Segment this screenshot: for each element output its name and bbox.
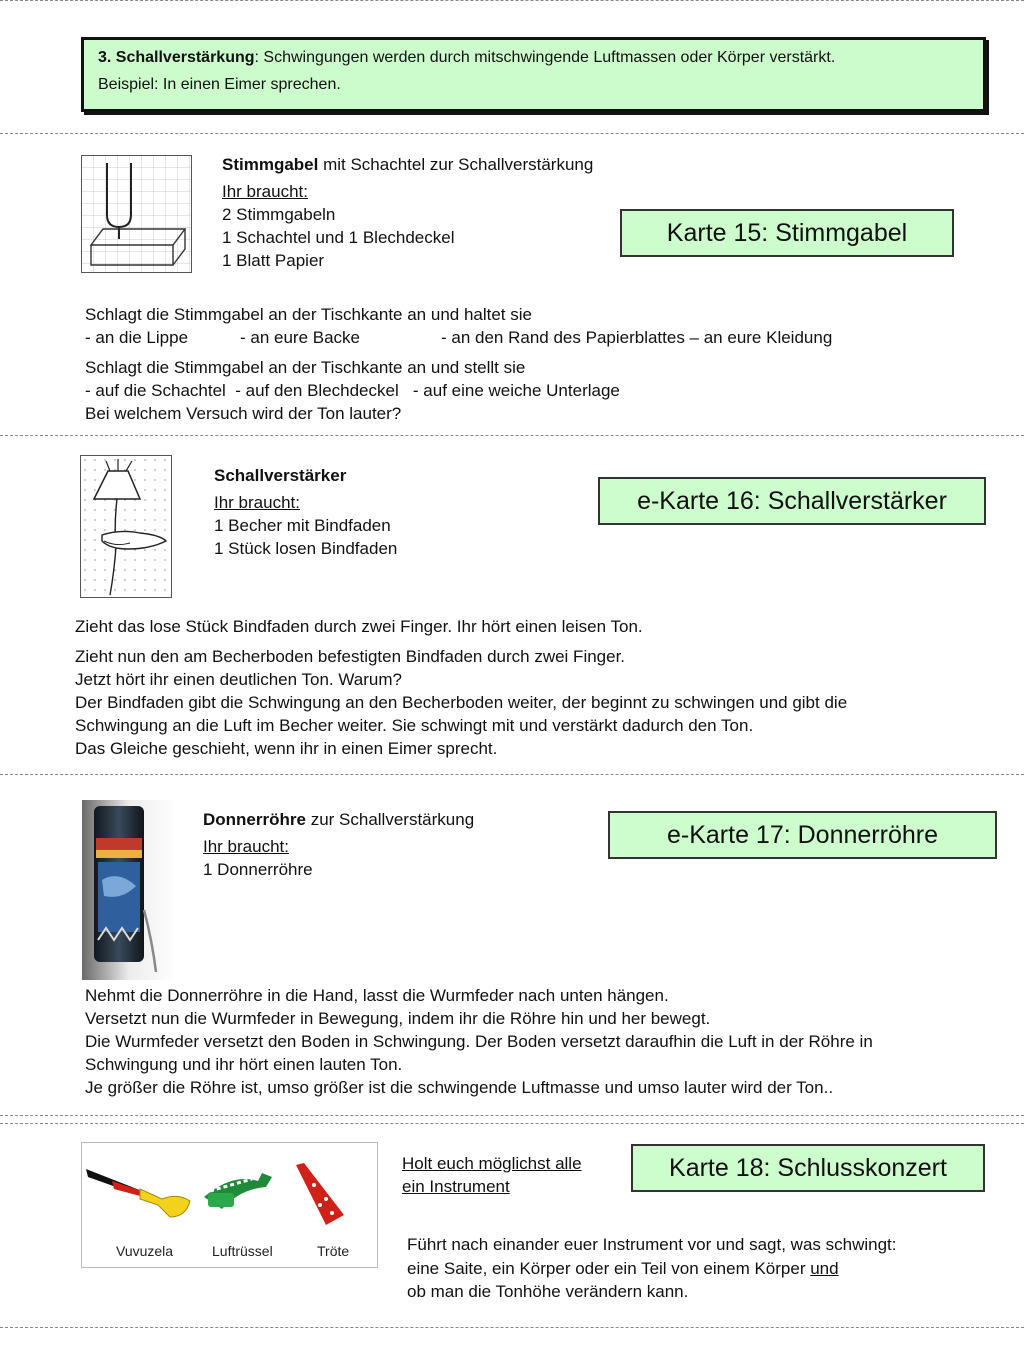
card16-line: Das Gleiche geschieht, wenn ihr in einen Eimer sprecht. <box>75 739 498 758</box>
card16-line: Jetzt hört ihr einen deutlichen Ton. Warum? <box>75 670 402 689</box>
card15-p2-line1: Schlagt die Stimmgabel an der Tischkante an und stellt sie <box>85 358 526 377</box>
card16-line: Zieht nun den am Becherboden befestigten Bindfaden durch zwei Finger. <box>75 647 626 666</box>
intro-heading: 3. Schallverstärkung <box>98 49 255 66</box>
card17-line: Nehmt die Donnerröhre in die Hand, lasst die Wurmfeder nach unten hängen. <box>85 986 669 1005</box>
separator <box>0 774 1024 775</box>
card18-collect <box>402 1152 582 1198</box>
card17-line: Je größer die Röhre ist, umso größer ist die schwingende Luftmasse und umso lauter wird der Ton.. <box>85 1078 834 1097</box>
separator <box>0 1327 1024 1328</box>
card15-needs-label: Ihr braucht: <box>222 182 308 201</box>
card17-label: e-Karte 17: Donnerröhre <box>608 811 997 859</box>
card15-p1-line1: Schlagt die Stimmgabel an der Tischkante an und haltet sie <box>85 305 532 324</box>
card16-material: 1 Stück losen Bindfaden <box>214 539 398 558</box>
card16-info <box>214 464 397 560</box>
card18-line2 <box>407 1257 896 1280</box>
intro-box <box>81 37 986 112</box>
card15-info <box>222 153 593 272</box>
tuning-fork-sketch <box>81 155 192 273</box>
card15-title-rest: mit Schachtel zur Schallverstärkung <box>318 155 594 174</box>
card16-instructions <box>75 615 847 760</box>
card16-line: Schwingung an die Luft im Becher weiter. Sie schwingt mit und verstärkt dadurch den Ton. <box>75 716 754 735</box>
cup-string-sketch <box>80 455 172 598</box>
card15-p2-line2: - auf die Schachtel - auf den Blechdeckel - auf eine weiche Unterlage <box>85 381 620 400</box>
card17-material: 1 Donnerröhre <box>203 860 313 879</box>
card18-line1: Führt nach einander euer Instrument vor und sagt, was schwingt: <box>407 1235 897 1254</box>
card17-title <box>203 808 474 831</box>
separator <box>0 435 1024 436</box>
card15-p1-options <box>85 326 885 349</box>
instruments-picture <box>81 1142 378 1268</box>
card18-line2-und: und <box>810 1259 839 1278</box>
card18-line2-text: eine Saite, ein Körper oder ein Teil von einem Körper <box>407 1259 811 1278</box>
card17-needs-label: Ihr braucht: <box>203 837 289 856</box>
card15-p1-b: - an eure Backe <box>240 328 361 347</box>
separator <box>0 0 1024 1</box>
card18-line3: ob man die Tonhöhe verändern kann. <box>407 1282 689 1301</box>
card17-title-rest: zur Schallverstärkung <box>305 810 475 829</box>
card15-material: 1 Schachtel und 1 Blechdeckel <box>222 228 455 247</box>
card16-p1: Zieht das lose Stück Bindfaden durch zwei Finger. Ihr hört einen leisen Ton. <box>75 617 643 636</box>
intro-text: : Schwingungen werden durch mitschwingende Luftmassen oder Körper verstärkt. <box>254 49 836 66</box>
card15-title-bold: Stimmgabel <box>222 155 319 174</box>
card15-label: Karte 15: Stimmgabel <box>620 209 954 257</box>
card15-instructions <box>85 303 885 425</box>
caption-troete: Tröte <box>317 1243 350 1259</box>
caption-luftruessel: Luftrüssel <box>212 1243 273 1259</box>
card16-line: Der Bindfaden gibt die Schwingung an den Becherboden weiter, der beginnt zu schwingen und gibt die <box>75 693 848 712</box>
card16-title: Schallverstärker <box>214 466 347 485</box>
card15-p1-a: - an die Lippe <box>85 328 189 347</box>
card17-info <box>203 808 474 881</box>
card17-line: Schwingung und ihr hört einen lauten Ton. <box>85 1055 403 1074</box>
card15-material: 1 Blatt Papier <box>222 251 325 270</box>
card17-line: Versetzt nun die Wurmfeder in Bewegung, indem ihr die Röhre hin und her bewegt. <box>85 1009 711 1028</box>
separator <box>0 1123 1024 1124</box>
card18-instructions <box>407 1233 896 1303</box>
separator <box>0 133 1024 134</box>
caption-vuvuzela: Vuvuzela <box>116 1243 174 1259</box>
separator <box>0 1115 1024 1116</box>
card17-instructions <box>85 984 873 1099</box>
intro-line <box>98 46 969 69</box>
card16-needs-label: Ihr braucht: <box>214 493 300 512</box>
card15-title <box>222 153 593 176</box>
intro-example: Beispiel: In einen Eimer sprechen. <box>98 76 341 93</box>
card18-label: Karte 18: Schlusskonzert <box>631 1144 985 1192</box>
card15-material: 2 Stimmgabeln <box>222 205 336 224</box>
thunder-tube-photo <box>82 800 176 980</box>
card15-p2-line3: Bei welchem Versuch wird der Ton lauter? <box>85 404 402 423</box>
card17-line: Die Wurmfeder versetzt den Boden in Schwingung. Der Boden versetzt daraufhin die Luft in der Röhre in <box>85 1032 873 1051</box>
card16-material: 1 Becher mit Bindfaden <box>214 516 391 535</box>
card17-title-bold: Donnerröhre <box>203 810 306 829</box>
card16-label: e-Karte 16: Schallverstärker <box>598 477 986 525</box>
card18-instruction-line1: Holt euch möglichst alle <box>402 1154 582 1173</box>
card18-instruction-line2: ein Instrument <box>402 1177 510 1196</box>
card15-p1-c: - an den Rand des Papierblattes – an eure Kleidung <box>441 328 833 347</box>
